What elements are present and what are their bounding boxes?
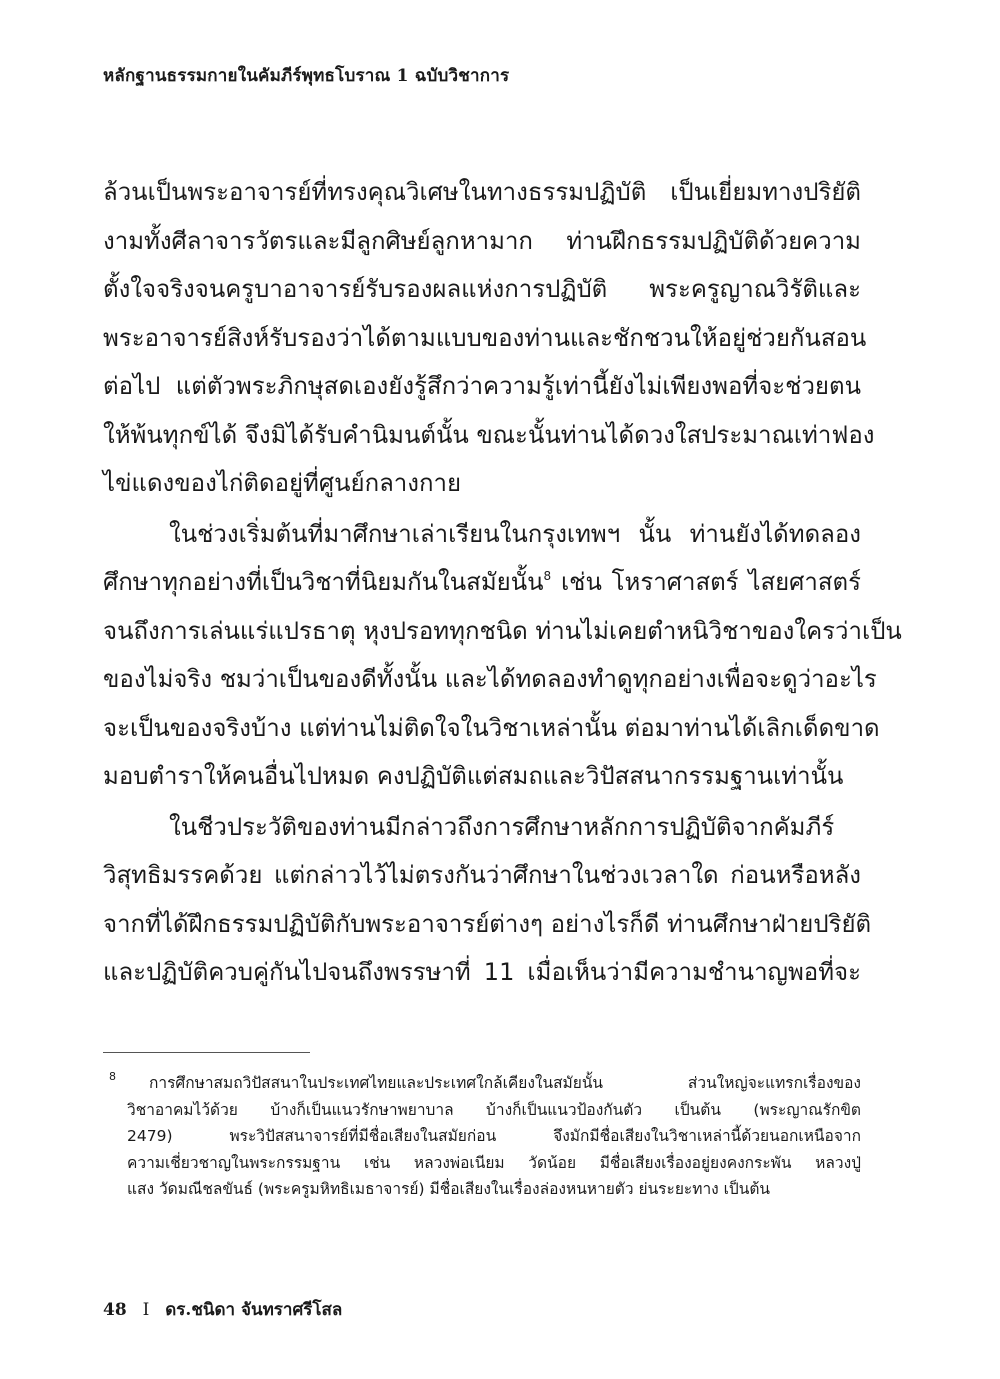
main-text [103, 168, 902, 997]
text-segment: ศึกษาทุกอย่างที่เป็นวิชาที่นิยมกันในสมัยนั้น [103, 568, 544, 596]
footnote-reference[interactable]: 8 [543, 569, 552, 583]
footnote-line: แสง วัดมณีชลขันธ์ (พระครูมหิทธิเมธาจารย์) มีชื่อเสียงในเรื่องล่องหนหายตัว ย่นระยะทาง เป็นต้น [127, 1180, 771, 1198]
author-name: ดร.ชนิดา จันทราศรีโสล [165, 1300, 343, 1320]
footnote-line: การศึกษาสมถวิปัสสนาในประเทศไทยและประเทศใกล้เคียงในสมัยนั้น ส่วนใหญ่จะแทรกเรื่องของ [149, 1074, 861, 1092]
text-line: วิสุทธิมรรคด้วย แต่กล่าวไว้ไม่ตรงกันว่าศึกษาในช่วงเวลาใด ก่อนหรือหลัง [103, 861, 861, 889]
footnote [103, 1070, 861, 1203]
paragraph-1 [103, 168, 875, 508]
text-line: ของไม่จริง ชมว่าเป็นของดีทั้งนั้น และได้ทดลองทำดูทุกอย่างเพื่อจะดูว่าอะไร [103, 665, 877, 693]
text-line: และปฏิบัติควบคู่กันไปจนถึงพรรษาที่ 11 เมื่อเห็นว่ามีความชำนาญพอที่จะ [103, 958, 861, 986]
text-line: พระอาจารย์สิงห์รับรองว่าได้ตามแบบของท่านและชักชวนให้อยู่ช่วยกันสอน [103, 323, 867, 352]
text-line: จนถึงการเล่นแร่แปรธาตุ หุงปรอททุกชนิด ท่านไม่เคยตำหนิวิชาของใครว่าเป็น [103, 616, 902, 645]
text-line: มอบตำราให้คนอื่นไปหมด คงปฏิบัติแต่สมถและวิปัสสนากรรมฐานเท่านั้น [103, 762, 844, 790]
text-line: ไข่แดงของไก่ติดอยู่ที่ศูนย์กลางกาย [103, 469, 462, 497]
text-line: จะเป็นของจริงบ้าง แต่ท่านไม่ติดใจในวิชาเหล่านั้น ต่อมาท่านได้เลิกเด็ดขาด [103, 713, 880, 742]
paragraph-2 [103, 510, 902, 801]
footnote-line: วิชาอาคมไว้ด้วย บ้างก็เป็นแนวรักษาพยาบาล บ้างก็เป็นแนวป้องกันตัว เป็นต้น (พระญาณรักขิต [127, 1100, 861, 1119]
paragraph-3 [103, 803, 872, 997]
text-line-with-footnote [103, 558, 861, 607]
text-line: ตั้งใจจริงจนครูบาอาจารย์รับรองผลแห่งการปฏิบัติ พระครูญาณวิรัติและ [103, 275, 861, 303]
footnote-line: 2479) พระวิปัสสนาจารย์ที่มีชื่อเสียงในสมัยก่อน จึงมักมีชื่อเสียงในวิชาเหล่านี้ด้วยนอกเหนือจาก [127, 1127, 861, 1145]
text-line: ให้พ้นทุกข์ได้ จึงมิได้รับคำนิมนต์นั้น ขณะนั้นท่านได้ดวงใสประมาณเท่าฟอง [103, 420, 875, 449]
footnote-marker: 8 [109, 1070, 116, 1083]
footnote-line: ความเชี่ยวชาญในพระกรรมฐาน เช่น หลวงพ่อเนียม วัดน้อย มีชื่อเสียงเรื่องอยู่ยงคงกระพัน หลวงปู่ [127, 1153, 861, 1172]
text-line: ในชีวประวัติของท่านมีกล่าวถึงการศึกษาหลักการปฏิบัติจากคัมภีร์ [169, 812, 835, 841]
running-header: หลักฐานธรรมกายในคัมภีร์พุทธโบราณ 1 ฉบับวิชาการ [103, 66, 510, 86]
text-line: ล้วนเป็นพระอาจารย์ที่ทรงคุณวิเศษในทางธรรมปฏิบัติ เป็นเยี่ยมทางปริยัติ [103, 178, 861, 206]
page-number: 48 [103, 1300, 127, 1320]
text-line: ในช่วงเริ่มต้นที่มาศึกษาเล่าเรียนในกรุงเทพฯ นั้น ท่านยังได้ทดลอง [169, 519, 861, 548]
text-line: ต่อไป แต่ตัวพระภิกษุสดเองยังรู้สึกว่าความรู้เท่านี้ยังไม่เพียงพอที่จะช่วยตน [103, 372, 861, 400]
text-segment: เช่น โหราศาสตร์ ไสยศาสตร์ [551, 568, 861, 596]
text-line: จากที่ได้ฝึกธรรมปฏิบัติกับพระอาจารย์ต่างๆ อย่างไรก็ดี ท่านศึกษาฝ่ายปริยัติ [103, 909, 872, 938]
text-line: งามทั้งศีลาจารวัตรและมีลูกศิษย์ลูกหามาก ท่านฝึกธรรมปฏิบัติด้วยความ [103, 226, 861, 255]
footnote-divider [103, 1052, 310, 1053]
page-footer [103, 1296, 342, 1323]
footer-separator: I [142, 1300, 150, 1320]
